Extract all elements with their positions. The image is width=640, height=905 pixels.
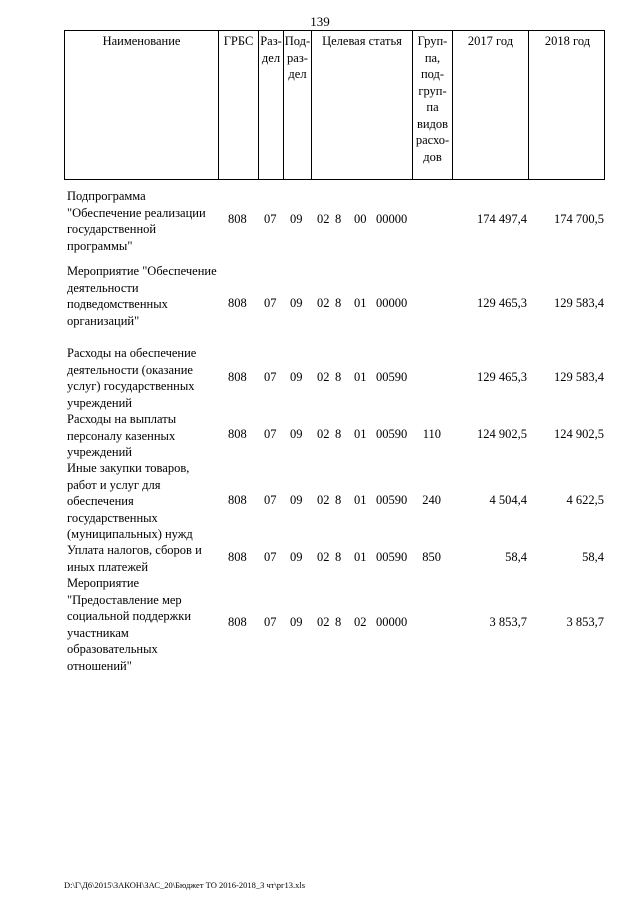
header-razdel: Раз- дел <box>258 31 283 179</box>
row-razdel: 07 <box>264 615 277 629</box>
row-2017: 3 853,7 <box>489 615 527 629</box>
row-cs-event: 01 <box>354 370 367 384</box>
page-number: 139 <box>310 14 330 29</box>
row-podrazdel: 09 <box>290 550 303 564</box>
row-cs-event: 01 <box>354 427 367 441</box>
row-group: 850 <box>422 550 441 564</box>
row-name: Иные закупки товаров, работ и услуг для обеспечения государственных (муниципальных) нужд <box>67 461 193 541</box>
row-cs-program: 02 <box>317 615 330 629</box>
row-grbs: 808 <box>228 212 247 226</box>
header-podrazdel: Под- раз- дел <box>283 31 311 179</box>
row-2017: 124 902,5 <box>477 427 527 441</box>
row-2018: 129 583,4 <box>554 296 604 310</box>
header-2017: 2017 год <box>452 31 528 179</box>
row-group: 240 <box>422 493 441 507</box>
row-cs-direction: 00590 <box>376 550 408 564</box>
row-group: 110 <box>422 427 441 441</box>
header-target-article: Целевая статья <box>311 31 412 179</box>
row-podrazdel: 09 <box>290 212 303 226</box>
row-name: Мероприятие "Обеспечение деятельности подведомственных организаций" <box>67 264 217 328</box>
header-expense-group: Груп- па, под- груп- па видов расхо- дов <box>412 31 452 179</box>
file-path-footer: D:\Г\Д6\2015\ЗАКОН\ЗАС_20\Бюджет ТО 2016-2018_3 чт\рг13.xls <box>64 880 306 890</box>
row-cs-subprogram: 8 <box>335 296 342 310</box>
row-cs-direction: 00590 <box>376 493 408 507</box>
row-2018: 129 583,4 <box>554 370 604 384</box>
row-2017: 174 497,4 <box>477 212 527 226</box>
row-cs-event: 02 <box>354 615 367 629</box>
table-header <box>64 30 605 180</box>
header-name: Наименование <box>102 34 181 48</box>
row-cs-program: 02 <box>317 427 330 441</box>
row-cs-direction: 00000 <box>376 212 408 226</box>
row-2018: 124 902,5 <box>554 427 604 441</box>
row-podrazdel: 09 <box>290 615 303 629</box>
row-razdel: 07 <box>264 427 277 441</box>
row-cs-program: 02 <box>317 212 330 226</box>
row-podrazdel: 09 <box>290 427 303 441</box>
row-2018: 58,4 <box>582 550 604 564</box>
row-razdel: 07 <box>264 370 277 384</box>
header-2018: 2018 год <box>528 31 606 179</box>
row-cs-subprogram: 8 <box>335 427 342 441</box>
row-cs-event: 00 <box>354 212 367 226</box>
row-cs-direction: 00590 <box>376 370 408 384</box>
row-cs-direction: 00000 <box>376 296 408 310</box>
row-cs-subprogram: 8 <box>335 550 342 564</box>
row-name: Уплата налогов, сборов и иных платежей <box>67 543 202 574</box>
row-razdel: 07 <box>264 550 277 564</box>
row-2018: 174 700,5 <box>554 212 604 226</box>
row-cs-program: 02 <box>317 296 330 310</box>
row-name: Подпрограмма "Обеспечение реализации государственной программы" <box>67 189 206 253</box>
row-cs-event: 01 <box>354 296 367 310</box>
row-2017: 58,4 <box>505 550 527 564</box>
row-grbs: 808 <box>228 427 247 441</box>
row-2017: 129 465,3 <box>477 370 527 384</box>
row-cs-event: 01 <box>354 550 367 564</box>
row-cs-event: 01 <box>354 493 367 507</box>
row-name: Расходы на обеспечение деятельности (оказание услуг) государственных учреждений <box>67 346 197 410</box>
row-grbs: 808 <box>228 493 247 507</box>
row-2017: 4 504,4 <box>489 493 527 507</box>
row-grbs: 808 <box>228 550 247 564</box>
row-podrazdel: 09 <box>290 370 303 384</box>
row-cs-subprogram: 8 <box>335 212 342 226</box>
row-cs-program: 02 <box>317 493 330 507</box>
row-podrazdel: 09 <box>290 493 303 507</box>
row-razdel: 07 <box>264 296 277 310</box>
row-2017: 129 465,3 <box>477 296 527 310</box>
row-cs-subprogram: 8 <box>335 615 342 629</box>
row-razdel: 07 <box>264 212 277 226</box>
row-name: Мероприятие "Предоставление мер социальной поддержки участникам образовательных отношений" <box>67 576 192 673</box>
row-grbs: 808 <box>228 296 247 310</box>
row-cs-direction: 00590 <box>376 427 408 441</box>
row-2018: 4 622,5 <box>566 493 604 507</box>
row-podrazdel: 09 <box>290 296 303 310</box>
row-cs-subprogram: 8 <box>335 493 342 507</box>
row-grbs: 808 <box>228 615 247 629</box>
row-cs-program: 02 <box>317 370 330 384</box>
header-grbs: ГРБС <box>218 31 258 179</box>
row-cs-program: 02 <box>317 550 330 564</box>
row-grbs: 808 <box>228 370 247 384</box>
row-2018: 3 853,7 <box>566 615 604 629</box>
row-cs-subprogram: 8 <box>335 370 342 384</box>
row-razdel: 07 <box>264 493 277 507</box>
row-cs-direction: 00000 <box>376 615 408 629</box>
row-name: Расходы на выплаты персоналу казенных учреждений <box>67 412 177 459</box>
